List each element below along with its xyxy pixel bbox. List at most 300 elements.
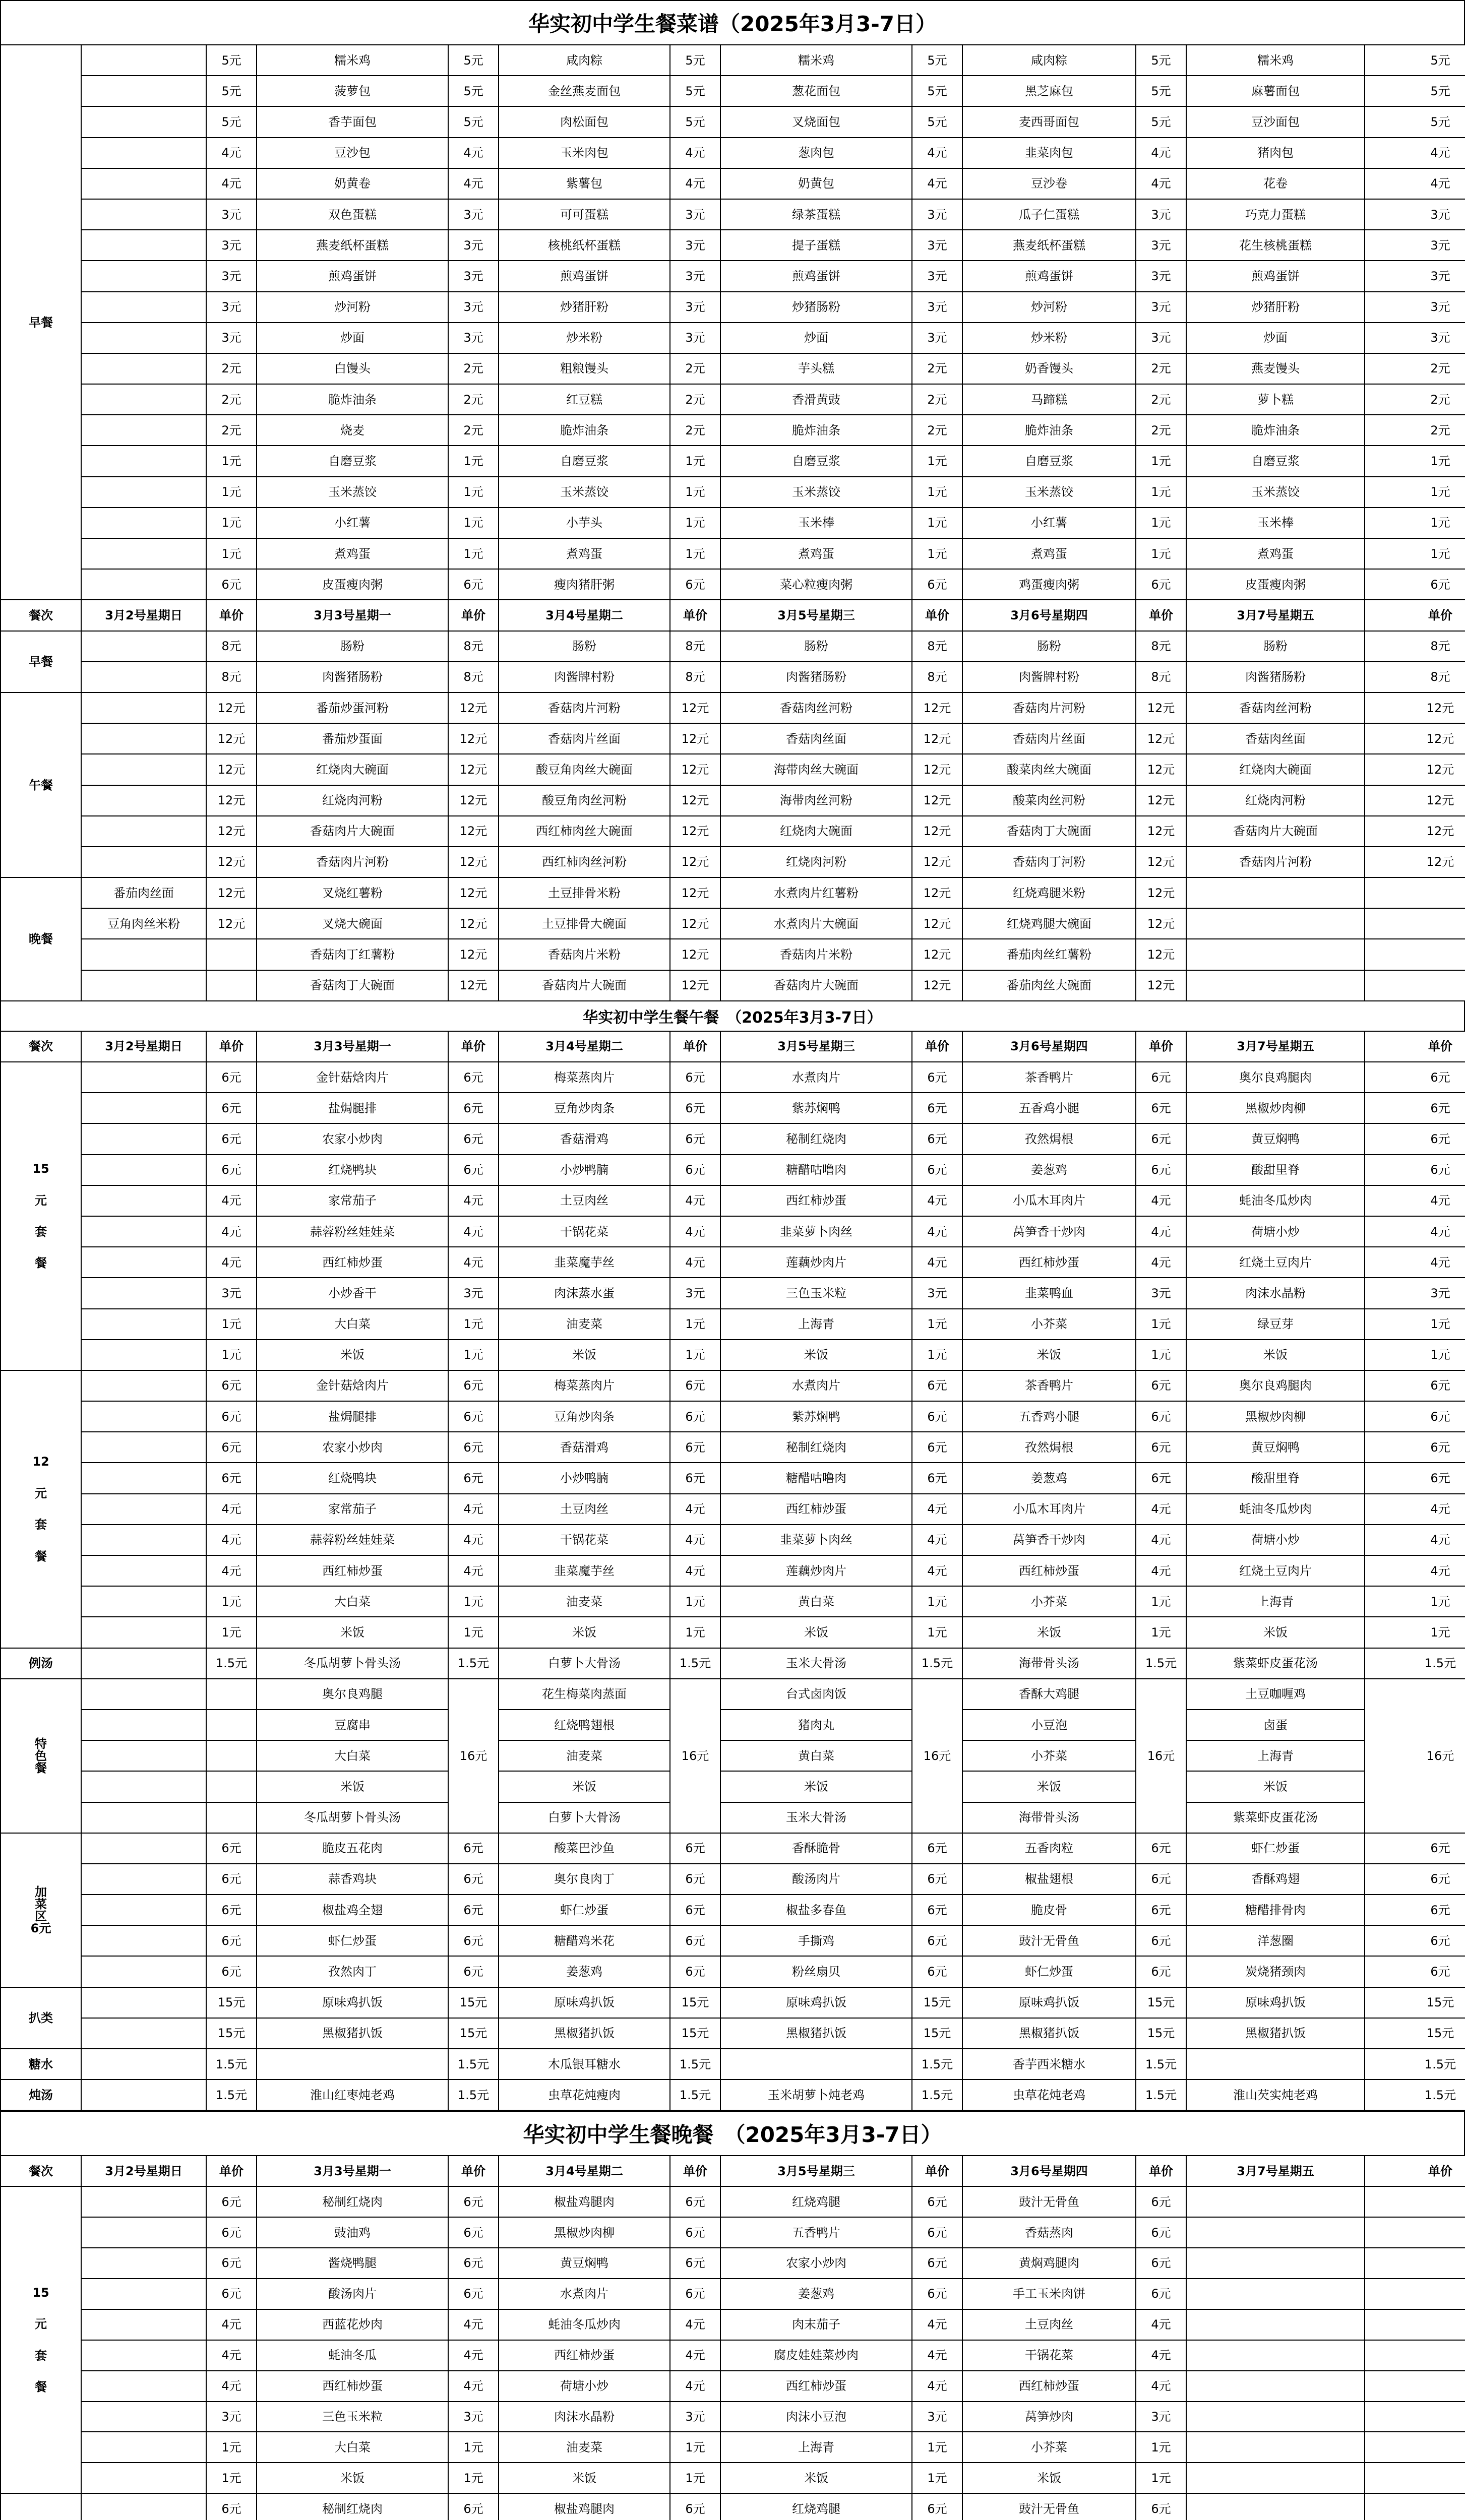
dish-cell: 豆角肉丝米粉	[81, 908, 206, 939]
price-cell: 12元	[912, 785, 962, 816]
dish-cell: 土豆肉丝	[499, 1494, 670, 1525]
table-row	[1, 1432, 1465, 1463]
price-cell: 2元	[1136, 415, 1186, 446]
dish-cell: 小芥菜	[962, 1740, 1136, 1771]
price-cell: 1元	[206, 1586, 257, 1617]
price-cell: 6元	[912, 1956, 962, 1987]
dish-cell: 小瓜木耳肉片	[962, 1185, 1136, 1216]
price-cell: 5元	[912, 76, 962, 106]
dish-cell	[81, 2248, 206, 2279]
table-row	[1, 2493, 1465, 2520]
table-row	[1, 692, 1465, 723]
dish-cell	[1186, 2371, 1365, 2402]
dish-cell: 红烧鸡腿米粉	[962, 877, 1136, 908]
dish-cell	[81, 692, 206, 723]
dish-cell: 紫苏焖鸭	[720, 1401, 912, 1432]
price-cell: 6元	[670, 2217, 720, 2248]
meal-label-line: 糖水	[29, 2057, 53, 2071]
meal-period-label	[1, 2186, 81, 2493]
dish-cell: 黑椒猪扒饭	[257, 2018, 448, 2049]
dish-cell: 酸菜肉丝大碗面	[962, 754, 1136, 785]
price-cell: 8元	[448, 631, 499, 662]
price-cell: 6元	[206, 1093, 257, 1123]
price-cell	[1365, 908, 1465, 939]
dish-cell	[81, 569, 206, 600]
dish-cell: 煎鸡蛋饼	[720, 261, 912, 291]
table-row	[1, 1617, 1465, 1648]
price-cell: 6元	[206, 2493, 257, 2520]
dish-cell: 番茄炒蛋面	[257, 723, 448, 754]
meal-label-line: 扒类	[29, 2010, 53, 2025]
price-cell: 6元	[1136, 1123, 1186, 1154]
price-cell: 6元	[448, 1401, 499, 1432]
dish-cell	[81, 1925, 206, 1956]
dish-cell: 炒米粉	[499, 323, 670, 353]
price-cell: 4元	[1136, 2371, 1186, 2402]
dish-cell: 奶黄卷	[257, 168, 448, 199]
dish-cell	[1186, 2186, 1365, 2217]
menu-table	[0, 1031, 1465, 2111]
header-date: 3月6号星期四	[962, 600, 1136, 631]
dish-cell: 自磨豆浆	[962, 446, 1136, 476]
dish-cell: 糯米鸡	[720, 45, 912, 76]
table-row	[1, 1648, 1465, 1679]
header-price: 单价	[912, 1031, 962, 1062]
dish-cell: 玉米棒	[720, 508, 912, 538]
table-row	[1, 2186, 1465, 2217]
table-row	[1, 76, 1465, 106]
table-row	[1, 138, 1465, 168]
price-cell: 12元	[1136, 816, 1186, 847]
dish-cell: 香菇肉丝河粉	[1186, 692, 1365, 723]
price-cell: 1元	[1136, 538, 1186, 569]
price-cell: 12元	[448, 847, 499, 877]
dish-cell: 椒盐鸡全翅	[257, 1895, 448, 1925]
dish-cell	[81, 45, 206, 76]
price-cell: 1元	[1365, 1340, 1465, 1370]
price-cell: 6元	[1365, 1093, 1465, 1123]
table-row	[1, 847, 1465, 877]
dish-cell: 叉烧大碗面	[257, 908, 448, 939]
price-cell: 1元	[206, 2432, 257, 2463]
dish-cell: 西红柿肉丝大碗面	[499, 816, 670, 847]
header-date: 3月7号星期五	[1186, 1031, 1365, 1062]
price-cell: 4元	[448, 1216, 499, 1247]
price-cell: 1.5元	[1136, 2049, 1186, 2080]
combo-price: 16元	[681, 1748, 709, 1763]
price-cell: 3元	[1365, 230, 1465, 261]
meal-period-label	[1, 1370, 81, 1648]
dish-cell: 孜然焗根	[962, 1123, 1136, 1154]
table-row	[1, 1802, 1465, 1833]
price-cell: 1元	[1136, 1586, 1186, 1617]
dish-cell	[81, 2493, 206, 2520]
price-cell: 6元	[670, 1833, 720, 1864]
price-cell: 6元	[912, 1401, 962, 1432]
price-cell: 12元	[206, 754, 257, 785]
price-cell: 6元	[1136, 1432, 1186, 1463]
price-cell: 1.5元	[670, 2049, 720, 2080]
price-cell	[1365, 2217, 1465, 2248]
dish-cell: 米饭	[962, 1340, 1136, 1370]
price-cell: 1.5元	[448, 2080, 499, 2110]
dish-cell	[81, 538, 206, 569]
dish-cell: 煎鸡蛋饼	[499, 261, 670, 291]
dish-cell	[1186, 2309, 1365, 2340]
header-date: 3月4号星期二	[499, 600, 670, 631]
header-meal: 餐次	[1, 600, 81, 631]
table-row	[1, 1771, 1465, 1802]
price-cell: 1元	[1136, 1340, 1186, 1370]
dish-cell: 西红柿炒蛋	[720, 1494, 912, 1525]
price-cell: 15元	[670, 2018, 720, 2049]
dish-cell: 西红柿肉丝河粉	[499, 847, 670, 877]
price-cell: 1.5元	[206, 2080, 257, 2110]
dish-cell: 猪肉包	[1186, 138, 1365, 168]
header-price: 单价	[206, 600, 257, 631]
price-cell	[1365, 2248, 1465, 2279]
price-cell: 6元	[448, 1432, 499, 1463]
header-meal: 餐次	[1, 1031, 81, 1062]
section-title: 华实初中学生餐午餐 （2025年3月3-7日）	[0, 1001, 1465, 1031]
dish-cell	[81, 2402, 206, 2432]
price-cell: 5元	[448, 106, 499, 137]
dish-cell: 虾仁炒蛋	[499, 1895, 670, 1925]
column-header-row	[1, 2156, 1465, 2186]
price-cell: 4元	[1136, 2340, 1186, 2371]
dish-cell: 瓜子仁蛋糕	[962, 199, 1136, 230]
dish-cell	[81, 1432, 206, 1463]
dish-cell: 豉汁无骨鱼	[962, 1925, 1136, 1956]
table-row	[1, 538, 1465, 569]
price-cell: 1元	[1365, 477, 1465, 508]
price-cell: 6元	[670, 1925, 720, 1956]
price-cell: 1.5元	[912, 1648, 962, 1679]
dish-cell: 小芥菜	[962, 1309, 1136, 1340]
dish-cell: 香菇肉丝面	[720, 723, 912, 754]
price-cell: 1.5元	[912, 2080, 962, 2110]
price-cell: 8元	[912, 631, 962, 662]
dish-cell: 莴笋炒肉	[962, 2402, 1136, 2432]
price-cell: 4元	[912, 2340, 962, 2371]
dish-cell: 西红柿炒蛋	[499, 2340, 670, 2371]
dish-cell: 脆炸油条	[257, 384, 448, 415]
price-cell: 12元	[670, 754, 720, 785]
price-cell: 4元	[448, 1555, 499, 1586]
price-cell: 2元	[670, 384, 720, 415]
price-cell: 1元	[1136, 1617, 1186, 1648]
price-cell: 1元	[1365, 1617, 1465, 1648]
price-cell: 12元	[448, 877, 499, 908]
dish-cell	[257, 2049, 448, 2080]
header-price: 单价	[1136, 2156, 1186, 2186]
dish-cell: 肠粉	[499, 631, 670, 662]
dish-cell: 红烧鸡腿大碗面	[962, 908, 1136, 939]
dish-cell: 秘制红烧肉	[720, 1123, 912, 1154]
dish-cell: 梅菜蒸肉片	[499, 1370, 670, 1401]
price-cell: 4元	[670, 2309, 720, 2340]
dish-cell: 小瓜木耳肉片	[962, 1494, 1136, 1525]
price-cell	[1365, 2432, 1465, 2463]
dish-cell	[720, 2049, 912, 2080]
header-date: 3月6号星期四	[962, 1031, 1136, 1062]
price-cell: 2元	[670, 353, 720, 384]
dish-cell	[1186, 877, 1365, 908]
dish-cell: 米饭	[257, 1617, 448, 1648]
price-cell: 4元	[912, 168, 962, 199]
price-cell: 3元	[912, 1278, 962, 1308]
dish-cell: 三色玉米粒	[720, 1278, 912, 1308]
dish-cell: 韭菜魔芋丝	[499, 1247, 670, 1278]
dish-cell: 红烧肉大碗面	[720, 816, 912, 847]
dish-cell	[81, 199, 206, 230]
dish-cell: 香菇肉片米粉	[499, 939, 670, 970]
dish-cell: 水煮肉片大碗面	[720, 908, 912, 939]
dish-cell: 烧麦	[257, 415, 448, 446]
dish-cell: 自磨豆浆	[257, 446, 448, 476]
header-date: 3月3号星期一	[257, 600, 448, 631]
price-cell: 6元	[1136, 2186, 1186, 2217]
dish-cell: 农家小炒肉	[257, 1123, 448, 1154]
dish-cell: 米饭	[1186, 1617, 1365, 1648]
meal-label-line: 套	[35, 1518, 47, 1532]
price-cell: 6元	[1136, 1155, 1186, 1185]
price-cell: 1.5元	[1365, 2080, 1465, 2110]
price-cell: 6元	[1136, 1833, 1186, 1864]
dish-cell: 茶香鸭片	[962, 1370, 1136, 1401]
dish-cell	[1186, 908, 1365, 939]
dish-cell	[1186, 2463, 1365, 2493]
dish-cell: 炒面	[720, 323, 912, 353]
dish-cell: 炒河粉	[962, 292, 1136, 323]
price-cell: 1.5元	[1365, 2049, 1465, 2080]
price-cell: 4元	[206, 2340, 257, 2371]
price-cell: 12元	[206, 908, 257, 939]
price-cell: 1元	[206, 1617, 257, 1648]
dish-cell	[81, 292, 206, 323]
price-cell: 1元	[912, 2432, 962, 2463]
price-cell: 12元	[1136, 908, 1186, 939]
price-cell: 6元	[1136, 1093, 1186, 1123]
dish-cell	[81, 1494, 206, 1525]
meal-label-line: 15	[32, 2285, 49, 2300]
table-row	[1, 45, 1465, 76]
price-cell: 6元	[1365, 1432, 1465, 1463]
dish-cell: 小芥菜	[962, 2432, 1136, 2463]
table-row	[1, 2018, 1465, 2049]
dish-cell: 香菇肉丝面	[1186, 723, 1365, 754]
dish-cell: 紫薯包	[499, 168, 670, 199]
table-row	[1, 2340, 1465, 2371]
price-cell: 2元	[448, 384, 499, 415]
price-cell: 1元	[448, 1340, 499, 1370]
dish-cell: 燕麦纸杯蛋糕	[962, 230, 1136, 261]
price-cell: 1元	[670, 1617, 720, 1648]
dish-cell	[81, 1123, 206, 1154]
table-row	[1, 785, 1465, 816]
dish-cell: 土豆肉丝	[499, 1185, 670, 1216]
price-cell: 6元	[448, 1062, 499, 1093]
dish-cell: 糯米鸡	[257, 45, 448, 76]
price-cell	[206, 1679, 257, 1710]
meal-period-label	[1, 1679, 81, 1833]
price-cell: 6元	[1136, 1463, 1186, 1493]
dish-cell: 番茄肉丝大碗面	[962, 970, 1136, 1001]
price-cell: 2元	[670, 415, 720, 446]
price-cell	[1365, 2463, 1465, 2493]
dish-cell: 肠粉	[1186, 631, 1365, 662]
price-cell: 3元	[670, 261, 720, 291]
price-cell: 6元	[1136, 1401, 1186, 1432]
price-cell: 6元	[912, 1925, 962, 1956]
meal-label-line: 餐	[35, 1549, 47, 1563]
price-cell: 15元	[206, 2018, 257, 2049]
dish-cell: 煮鸡蛋	[962, 538, 1136, 569]
dish-cell: 香菇肉片大碗面	[720, 970, 912, 1001]
price-cell: 5元	[1136, 106, 1186, 137]
price-cell: 12元	[670, 939, 720, 970]
price-cell: 4元	[670, 1247, 720, 1278]
table-row	[1, 1185, 1465, 1216]
dish-cell: 炒面	[257, 323, 448, 353]
price-cell: 6元	[448, 1895, 499, 1925]
price-cell: 2元	[206, 384, 257, 415]
price-cell: 6元	[1136, 1062, 1186, 1093]
dish-cell: 虾仁炒蛋	[1186, 1833, 1365, 1864]
price-cell: 6元	[670, 1956, 720, 1987]
meal-period-label	[1, 45, 81, 600]
dish-cell: 油麦菜	[499, 1740, 670, 1771]
price-cell: 12元	[912, 847, 962, 877]
dish-cell: 麦西哥面包	[962, 106, 1136, 137]
dish-cell: 蚝油冬瓜炒肉	[1186, 1185, 1365, 1216]
dish-cell: 红烧肉大碗面	[257, 754, 448, 785]
dish-cell	[1186, 2402, 1365, 2432]
dish-cell: 咸肉粽	[962, 45, 1136, 76]
price-cell: 4元	[670, 1555, 720, 1586]
dish-cell	[81, 1987, 206, 2018]
price-cell: 1元	[1365, 1586, 1465, 1617]
column-header-row	[1, 600, 1465, 631]
meal-period-label	[1, 692, 81, 877]
price-cell: 6元	[1365, 1123, 1465, 1154]
dish-cell: 肉沫水晶粉	[1186, 1278, 1365, 1308]
price-cell: 1.5元	[670, 1648, 720, 1679]
price-cell: 12元	[448, 692, 499, 723]
table-row	[1, 230, 1465, 261]
price-cell: 8元	[206, 631, 257, 662]
column-header-row	[1, 1031, 1465, 1062]
header-price: 单价	[670, 2156, 720, 2186]
dish-cell	[81, 1309, 206, 1340]
dish-cell	[81, 2432, 206, 2463]
price-cell: 1元	[448, 2463, 499, 2493]
price-cell: 3元	[912, 230, 962, 261]
meal-label-line: 加	[35, 1884, 47, 1899]
table-row	[1, 569, 1465, 600]
dish-cell: 白萝卜大骨汤	[499, 1648, 670, 1679]
dish-cell: 番茄炒蛋河粉	[257, 692, 448, 723]
price-cell: 1元	[448, 538, 499, 569]
dish-cell	[81, 323, 206, 353]
dish-cell	[81, 1679, 206, 1710]
dish-cell: 土豆排骨大碗面	[499, 908, 670, 939]
dish-cell	[1186, 939, 1365, 970]
price-cell: 12元	[912, 970, 962, 1001]
price-cell: 6元	[670, 2186, 720, 2217]
dish-cell: 叉烧面包	[720, 106, 912, 137]
dish-cell	[81, 2049, 206, 2080]
price-cell: 6元	[670, 1062, 720, 1093]
dish-cell	[81, 1093, 206, 1123]
meal-period-label	[1, 1833, 81, 1987]
price-cell: 1元	[912, 1617, 962, 1648]
dish-cell: 黄豆焖鸭	[499, 2248, 670, 2279]
dish-cell: 炒猪肝粉	[1186, 292, 1365, 323]
dish-cell: 水煮肉片	[499, 2279, 670, 2309]
price-cell: 4元	[206, 1525, 257, 1555]
table-row	[1, 323, 1465, 353]
price-cell: 6元	[912, 2279, 962, 2309]
meal-label-line: 餐	[35, 1760, 47, 1775]
dish-cell	[1186, 2340, 1365, 2371]
header-date: 3月4号星期二	[499, 1031, 670, 1062]
dish-cell: 干锅花菜	[499, 1525, 670, 1555]
header-date: 3月7号星期五	[1186, 2156, 1365, 2186]
dish-cell	[81, 1401, 206, 1432]
dish-cell	[81, 446, 206, 476]
price-cell: 3元	[1136, 323, 1186, 353]
table-row	[1, 662, 1465, 692]
table-row	[1, 1062, 1465, 1093]
dish-cell: 红烧肉大碗面	[1186, 754, 1365, 785]
dish-cell: 大白菜	[257, 1586, 448, 1617]
dish-cell: 脆炸油条	[1186, 415, 1365, 446]
price-cell: 5元	[206, 45, 257, 76]
dish-cell: 红豆糕	[499, 384, 670, 415]
price-cell: 12元	[206, 816, 257, 847]
dish-cell: 玉米蒸饺	[499, 477, 670, 508]
dish-cell: 洋葱圈	[1186, 1925, 1365, 1956]
combo-price-cell	[1136, 1679, 1186, 1833]
price-cell	[206, 939, 257, 970]
meal-label-line: 午餐	[29, 778, 53, 792]
dish-cell: 海带骨头汤	[962, 1802, 1136, 1833]
dish-cell: 玉米肉包	[499, 138, 670, 168]
price-cell: 3元	[670, 323, 720, 353]
price-cell: 1元	[1365, 508, 1465, 538]
dish-cell: 肉酱猪肠粉	[720, 662, 912, 692]
price-cell: 4元	[1136, 168, 1186, 199]
price-cell: 5元	[670, 76, 720, 106]
table-row	[1, 2463, 1465, 2493]
price-cell: 3元	[912, 292, 962, 323]
dish-cell: 香菇肉丁红薯粉	[257, 939, 448, 970]
table-row	[1, 1740, 1465, 1771]
header-date: 3月2号星期日	[81, 1031, 206, 1062]
combo-price: 16元	[923, 1748, 951, 1763]
price-cell	[1365, 2186, 1465, 2217]
header-price: 单价	[1365, 2156, 1465, 2186]
dish-cell: 虫草花炖老鸡	[962, 2080, 1136, 2110]
dish-cell: 农家小炒肉	[720, 2248, 912, 2279]
price-cell: 4元	[448, 1525, 499, 1555]
price-cell: 1元	[448, 477, 499, 508]
table-row	[1, 508, 1465, 538]
price-cell: 6元	[448, 1123, 499, 1154]
table-row	[1, 168, 1465, 199]
price-cell: 4元	[448, 1494, 499, 1525]
